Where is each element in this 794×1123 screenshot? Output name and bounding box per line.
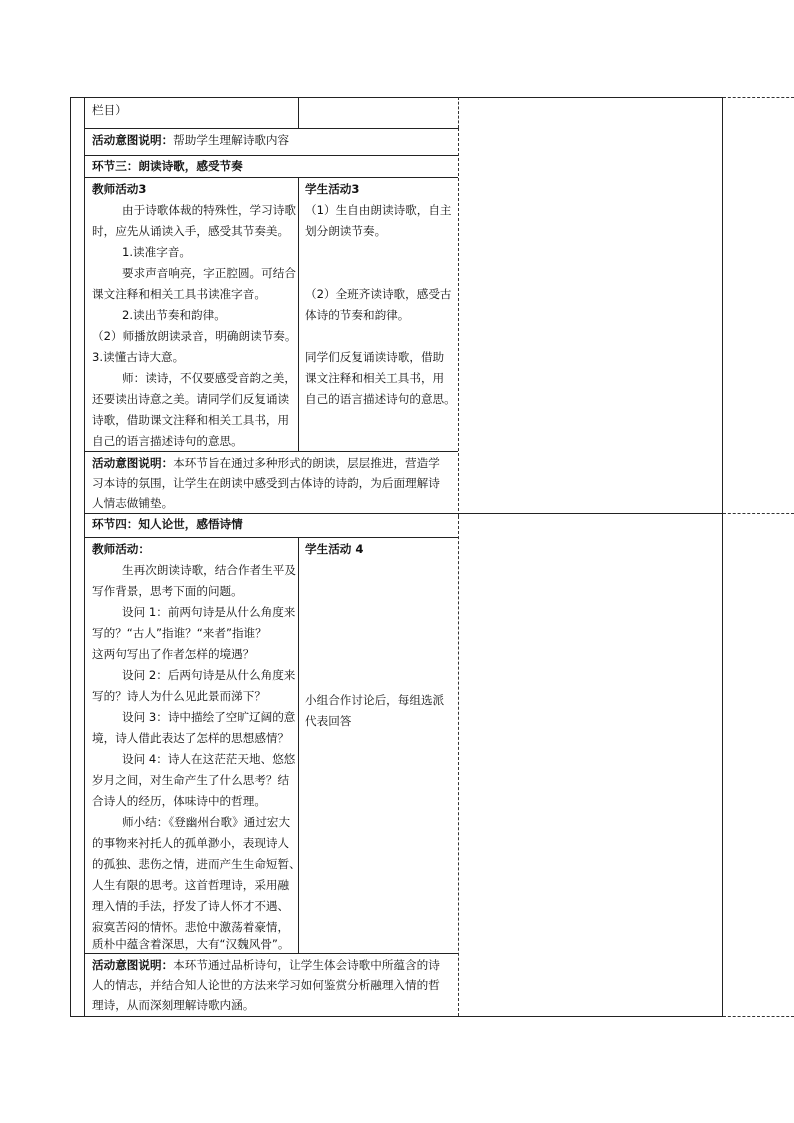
- col-sep-top: [298, 97, 299, 128]
- intent-3-text: 本环节旨在通过多种形式的朗读，层层推进，营造学: [173, 456, 440, 470]
- teacher-4-title: 教师活动：: [92, 542, 150, 556]
- student-4-title: 学生活动 4: [305, 542, 364, 556]
- row-sep-3: [84, 177, 458, 178]
- student-3-line: 同学们反复诵读诗歌，借助: [305, 350, 445, 364]
- teacher-4-line: 寂寞苦闷的情怀。悲怆中激荡着豪情，: [92, 920, 290, 934]
- teacher-4-line: 合诗人的经历，体味诗中的哲理。: [92, 794, 266, 808]
- intent-4-line: 理诗，从而深刻理解诗歌内涵。: [92, 998, 255, 1012]
- teacher-3-line: 课文注释和相关工具书读准字音。: [92, 287, 266, 301]
- teacher-3-line: 还要读出诗意之美。请同学们反复诵读: [92, 392, 290, 406]
- col-sep-section3: [298, 177, 299, 451]
- teacher-3-line: 1.读准字音。: [122, 245, 192, 259]
- teacher-3-line: 时，应先从诵读入手，感受其节奏美。: [92, 224, 290, 238]
- student-3-line: 自己的语言描述诗句的意思。: [305, 392, 456, 406]
- section-3-title: 环节三：朗读诗歌，感受节奏: [92, 159, 243, 173]
- student-3-line: 课文注释和相关工具书，用: [305, 371, 445, 385]
- student-4-line: 小组合作讨论后，每组选派: [305, 693, 445, 707]
- teacher-4-line: 人生有限的思考。这首哲理诗，采用融: [92, 878, 290, 892]
- teacher-4-line: 写的？“古人”指谁？“来者”指谁？: [92, 626, 267, 640]
- teacher-4-line: 师小结：《登幽州台歌》通过宏大: [122, 815, 291, 829]
- col-sep-section4-right: [458, 516, 459, 1016]
- student-3-line: 划分朗读节奏。: [305, 224, 387, 238]
- teacher-3-line: 要求声音响亮，字正腔圆。可结合: [122, 266, 296, 280]
- table-bottom-border: [70, 1016, 722, 1017]
- intent-3-line: 人情志做铺垫。: [92, 496, 174, 510]
- teacher-4-line: 这两句写出了作者怎样的境遇？: [92, 647, 255, 661]
- margin-dash-top: [723, 97, 794, 98]
- inner-frame-left: [84, 97, 85, 1016]
- student-3-title: 学生活动3: [305, 182, 360, 196]
- col-sep-section4: [298, 537, 299, 953]
- teacher-4-line: 设问 1：前两句诗是从什么角度来: [122, 605, 296, 619]
- col-sep-mid-dash: [458, 128, 459, 516]
- teacher-4-line: 理入情的手法，抒发了诗人怀才不遇、: [92, 899, 290, 913]
- intent-4-text: 本环节通过品析诗句，让学生体会诗歌中所蕴含的诗: [173, 958, 440, 972]
- teacher-4-line: 的孤独、悲伤之情，进而产生生命短暂、: [92, 857, 301, 871]
- student-3-line: （1）生自由朗读诗歌，自主: [305, 203, 452, 217]
- teacher-4-line: 设问 3：诗中描绘了空旷辽阔的意: [122, 710, 296, 724]
- row-sep-1: [84, 128, 458, 129]
- teacher-3-line: 3.读懂古诗大意。: [92, 350, 185, 364]
- teacher-4-line: 的事物来衬托人的孤单渺小，表现诗人: [92, 836, 290, 850]
- intent-1: [92, 130, 289, 151]
- intent-label: 活动意图说明：: [92, 456, 174, 470]
- row-continuation-text: 栏目）: [92, 103, 127, 117]
- student-4-line: 代表回答: [305, 714, 352, 728]
- teacher-3-line: 诗歌，借助课文注释和相关工具书，用: [92, 413, 290, 427]
- teacher-4-line: 写的？诗人为什么见此景而涕下？: [92, 689, 266, 703]
- intent-1-text: 帮助学生理解诗歌内容: [173, 133, 290, 147]
- teacher-3-line: 师：读诗，不仅要感受音韵之美，: [122, 371, 296, 385]
- teacher-4-line: 设问 4：诗人在这茫茫天地、悠悠: [122, 752, 296, 766]
- teacher-4-line: 质朴中蕴含着深思，大有“汉魏风骨”。: [92, 937, 290, 951]
- teacher-3-title: 教师活动3: [92, 182, 147, 196]
- student-3-line: 体诗的节奏和韵律。: [305, 308, 410, 322]
- table-top-border: [70, 97, 722, 98]
- intent-4-line: 人的情志，并结合知人论世的方法来学习如何鉴赏分析融理入情的哲: [92, 978, 440, 992]
- table-left-border: [70, 97, 71, 1017]
- intent-3-line: 习本诗的氛围，让学生在朗读中感受到古体诗的诗韵，为后面理解诗: [92, 476, 440, 490]
- intent-3-line: [92, 453, 440, 474]
- margin-dash-mid: [723, 513, 794, 514]
- teacher-3-line: （2）师播放朗读录音，明确朗读节奏。: [92, 329, 297, 343]
- margin-dash-bottom: [723, 1016, 794, 1017]
- section-4-title: 环节四：知人论世，感悟诗情: [92, 517, 243, 531]
- row-sep-6: [84, 537, 458, 538]
- teacher-3-line: 2.读出节奏和韵律。: [122, 308, 226, 322]
- teacher-4-line: 生再次朗读诗歌，结合作者生平及: [122, 563, 296, 577]
- teacher-3-line: 由于诗歌体裁的特殊性，学习诗歌: [122, 203, 296, 217]
- teacher-3-line: 自己的语言描述诗句的意思。: [92, 434, 243, 448]
- intent-label: 活动意图说明：: [92, 133, 174, 147]
- student-3-line: （2）全班齐读诗歌，感受古: [305, 287, 452, 301]
- col-sep-top-dash: [458, 97, 459, 128]
- table-right-border: [722, 97, 723, 1017]
- teacher-4-line: 境，诗人借此表达了怎样的思想感情？: [92, 731, 290, 745]
- teacher-4-line: 岁月之间，对生命产生了什么思考？结: [92, 773, 290, 787]
- teacher-4-line: 设问 2：后两句诗是从什么角度来: [122, 668, 296, 682]
- intent-4-line: [92, 955, 440, 976]
- teacher-4-line: 写作背景，思考下面的问题。: [92, 584, 243, 598]
- intent-label: 活动意图说明：: [92, 958, 174, 972]
